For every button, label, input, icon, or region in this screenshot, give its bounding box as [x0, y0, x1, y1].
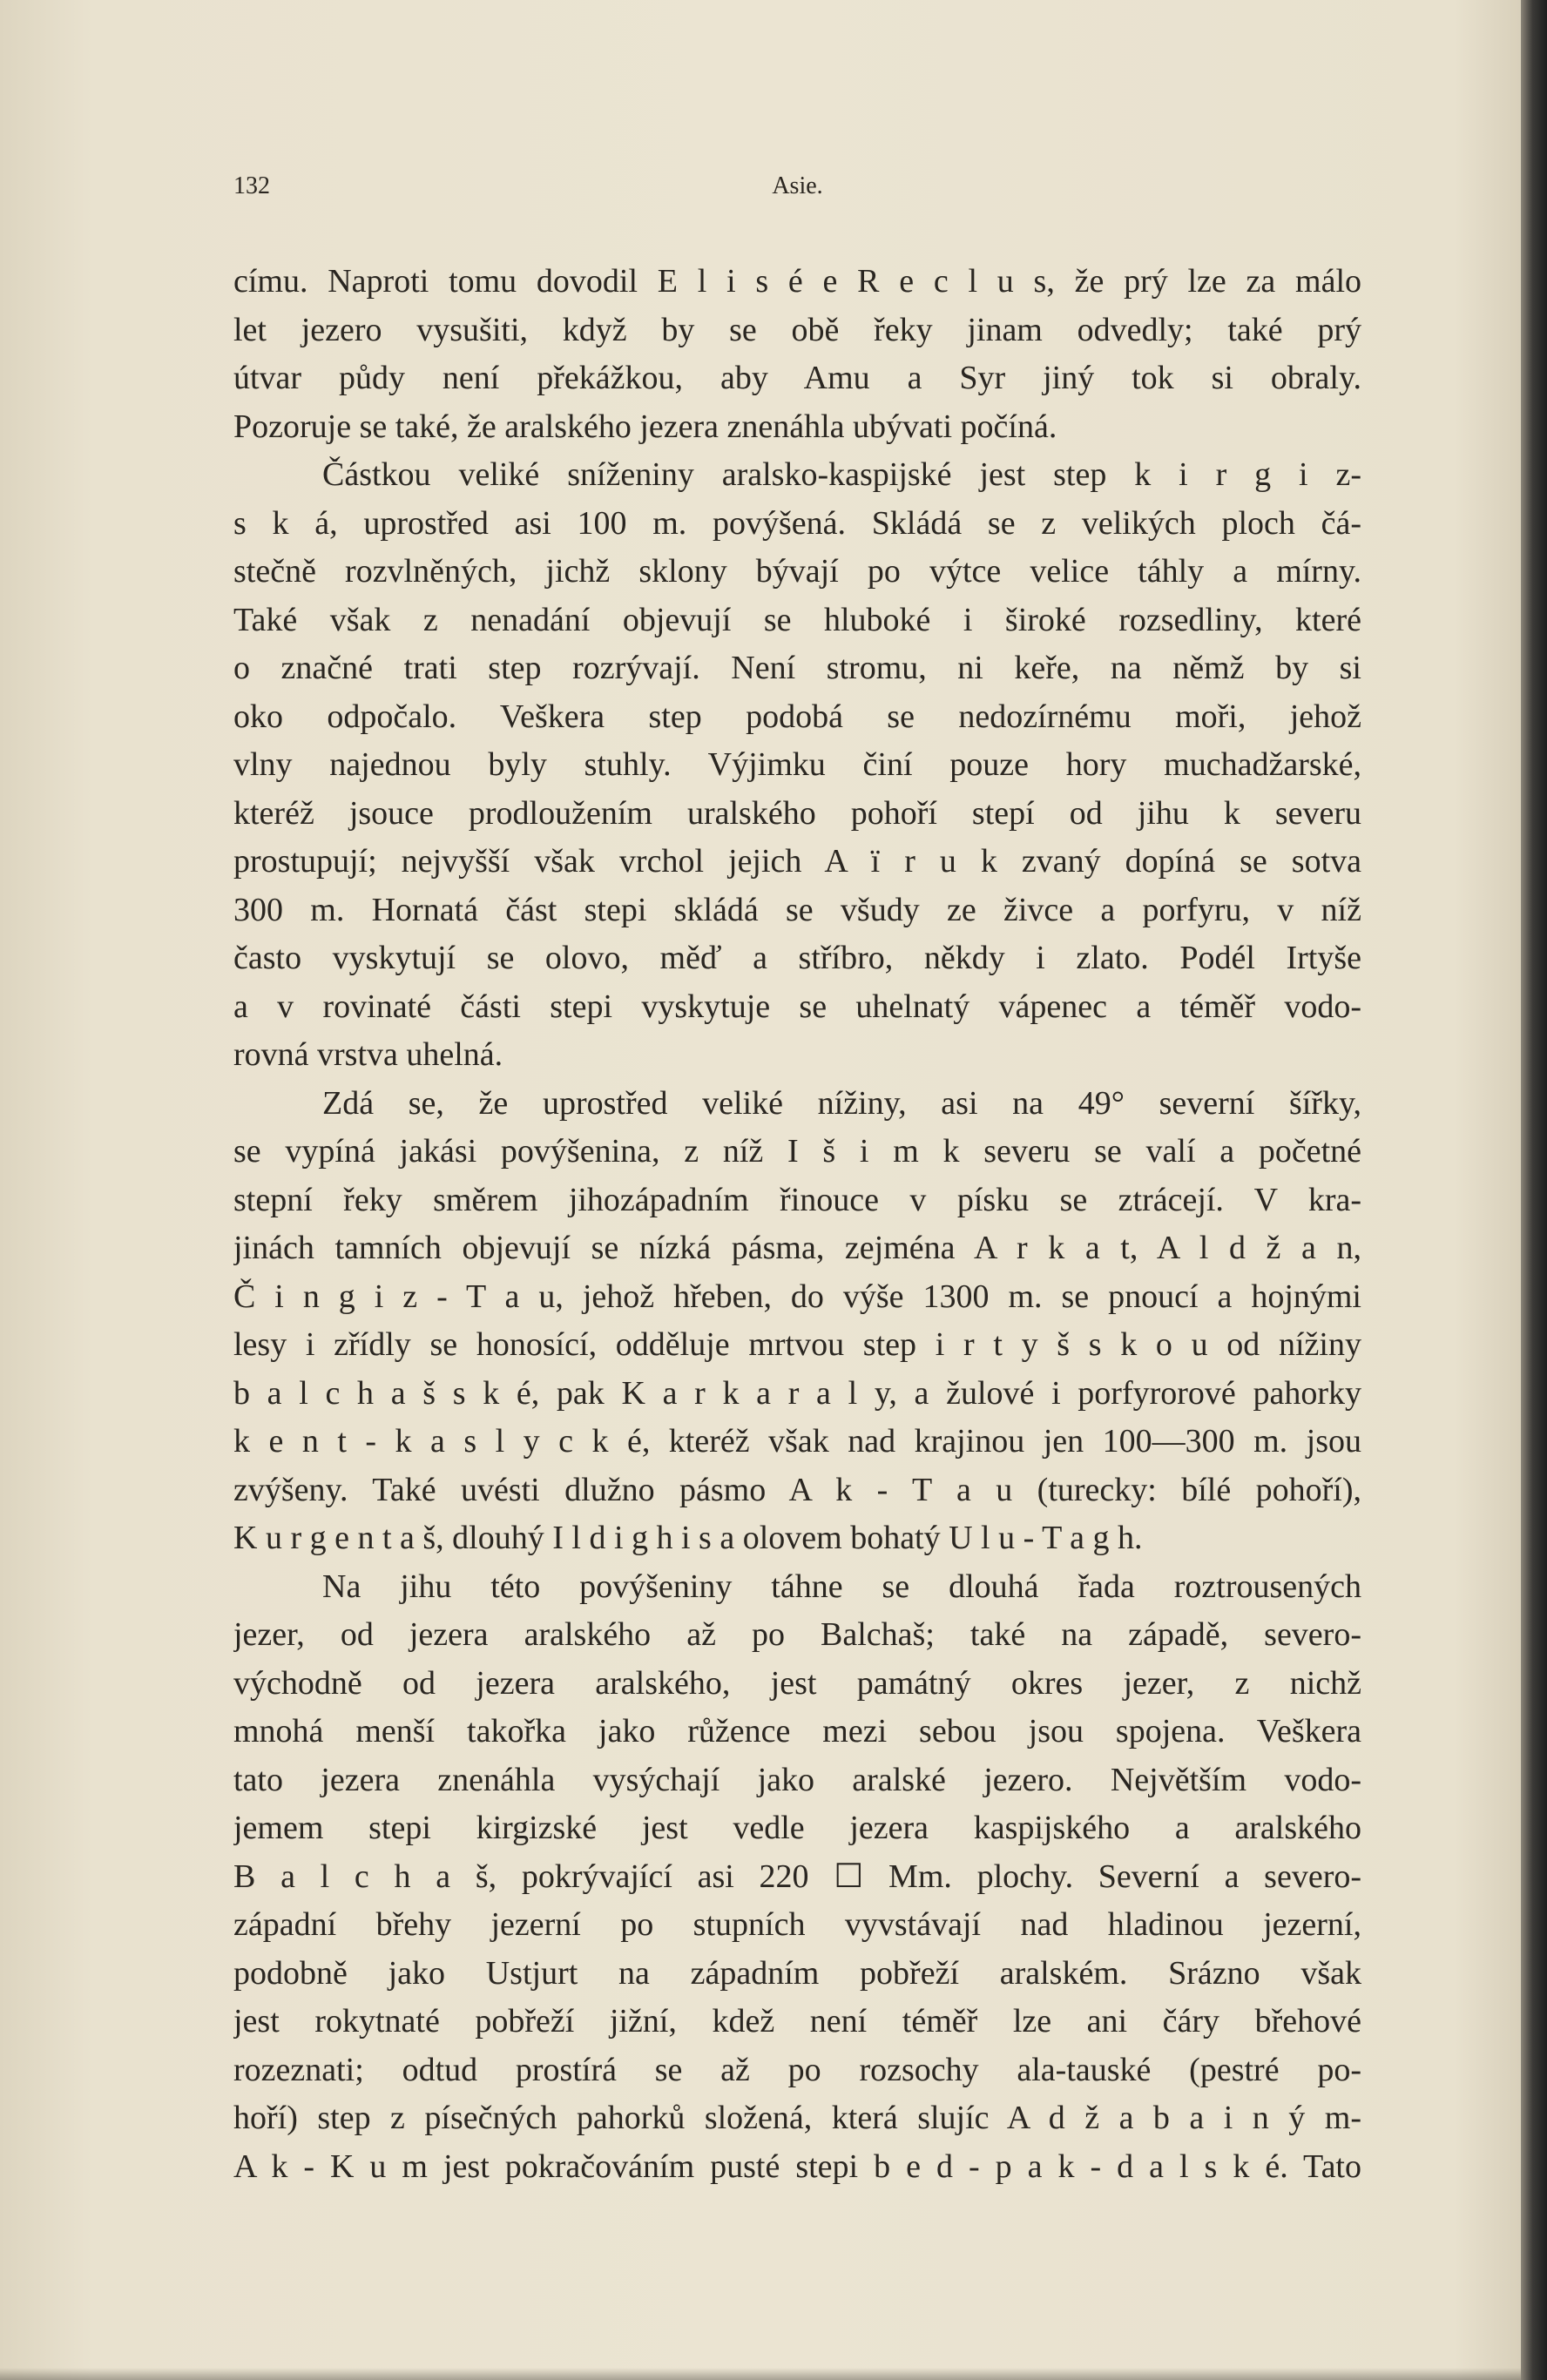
text-line: a v rovinaté části stepi vyskytuje se uhelnatý vápenec a téměř vodo-: [233, 988, 1361, 1025]
text-line: rovná vrstva uhelná.: [233, 1036, 503, 1073]
text-line: jinách tamních objevují se nízká pásma, zejména A r k a t, A l d ž a n,: [233, 1230, 1361, 1266]
page-bottom-shadow: [0, 2368, 1521, 2380]
text-line: b a l c h a š s k é, pak K a r k a r a l y, a žulové i porfyrorové pahorky: [233, 1374, 1361, 1412]
text-line: mnohá menší takořka jako růžence mezi sebou jsou spojena. Veškera: [233, 1713, 1361, 1750]
text-line: Částkou veliké sníženiny aralsko-kaspijské jest step k i r g i z-: [322, 456, 1361, 493]
page-number: 132: [233, 172, 270, 199]
page-header: [233, 172, 1361, 207]
text-line: 300 m. Hornatá část stepi skládá se všudy ze živce a porfyru, v níž: [233, 891, 1361, 928]
body-text: [233, 258, 1361, 2191]
text-line: jest rokytnaté pobřeží jižní, kdež není téměř lze ani čáry břehové: [233, 2003, 1361, 2040]
text-line: hoří) step z písečných pahorků složená, která slujíc A d ž a b a i n ý m-: [233, 2100, 1361, 2136]
text-line: jemem stepi kirgizské jest vedle jezera kaspijského a aralského: [233, 1810, 1361, 1846]
text-line: útvar půdy není překážkou, aby Amu a Syr jiný tok si obraly.: [233, 360, 1361, 396]
text-line: Také však z nenadání objevují se hluboké i široké rozsedliny, které: [233, 601, 1361, 638]
text-line: K u r g e n t a š, dlouhý I l d i g h i s a olovem bohatý U l u - T a g h.: [233, 1520, 1143, 1556]
text-line: A k - K u m jest pokračováním pusté stepi b e d - p a k - d a l s k é. Tato: [233, 2147, 1361, 2185]
text-line: Č i n g i z - T a u, jehož hřeben, do výše 1300 m. se pnoucí a hojnými: [233, 1278, 1361, 1315]
text-line: východně od jezera aralského, jest památný okres jezer, z nichž: [233, 1664, 1361, 1702]
book-spine-edge: [1521, 0, 1547, 2380]
text-line: stečně rozvlněných, jichž sklony bývají po výtce velice táhly a mírny.: [233, 553, 1361, 590]
text-line: Pozoruje se také, že aralského jezera znenáhla ubývati počíná.: [233, 408, 1057, 445]
text-line: zvýšeny. Také uvésti dlužno pásmo A k - T a u (turecky: bílé pohoří),: [233, 1471, 1361, 1508]
text-line: let jezero vysušiti, když by se obě řeky jinam odvedly; také prý: [233, 311, 1361, 348]
text-line: Na jihu této povýšeniny táhne se dlouhá řada roztrousených: [322, 1568, 1361, 1605]
text-line: často vyskytují se olovo, měď a stříbro, někdy i zlato. Podél Irtyše: [233, 940, 1361, 976]
text-line: se vypíná jakási povýšenina, z níž I š i m k severu se valí a početné: [233, 1133, 1361, 1170]
text-line: západní břehy jezerní po stupních vyvstávají nad hladinou jezerní,: [233, 1906, 1361, 1943]
text-line: jezer, od jezera aralského až po Balchaš; také na západě, severo-: [233, 1616, 1361, 1653]
text-line: B a l c h a š, pokrývající asi 220 ☐ Mm. plochy. Severní a severo-: [233, 1857, 1361, 1895]
text-line: tato jezera znenáhla vysýchají jako aralské jezero. Největším vodo-: [233, 1761, 1361, 1798]
running-head: Asie.: [772, 172, 823, 199]
text-line: stepní řeky směrem jihozápadním řinouce v písku se ztrácejí. V kra-: [233, 1181, 1361, 1218]
text-line: s k á, uprostřed asi 100 m. povýšená. Skládá se z velikých ploch čá-: [233, 504, 1361, 542]
text-line: lesy i zřídly se honosící, odděluje mrtvou step i r t y š s k o u od nížiny: [233, 1326, 1361, 1363]
text-line: kteréž jsouce prodloužením uralského pohoří stepí od jihu k severu: [233, 794, 1361, 832]
text-line: vlny najednou byly stuhly. Výjimku činí pouze hory muchadžarské,: [233, 746, 1361, 783]
text-line: Zdá se, že uprostřed veliké nížiny, asi na 49° severní šířky,: [322, 1084, 1361, 1122]
text-line: rozeznati; odtud prostírá se až po rozsochy ala-tauské (pestré po-: [233, 2051, 1361, 2088]
text-line: o značné trati step rozrývají. Není stromu, ni keře, na němž by si: [233, 650, 1361, 686]
text-line: címu. Naproti tomu dovodil E l i s é e R e c l u s, že prý lze za málo: [233, 263, 1361, 300]
text-line: oko odpočalo. Veškera step podobá se nedozírnému moři, jehož: [233, 698, 1361, 735]
text-line: prostupují; nejvyšší však vrchol jejich A ï r u k zvaný dopíná se sotva: [233, 843, 1361, 880]
text-line: podobně jako Ustjurt na západním pobřeží aralském. Srázno však: [233, 1954, 1361, 1992]
text-line: k e n t - k a s l y c k é, kteréž však nad krajinou jen 100—300 m. jsou: [233, 1423, 1361, 1460]
